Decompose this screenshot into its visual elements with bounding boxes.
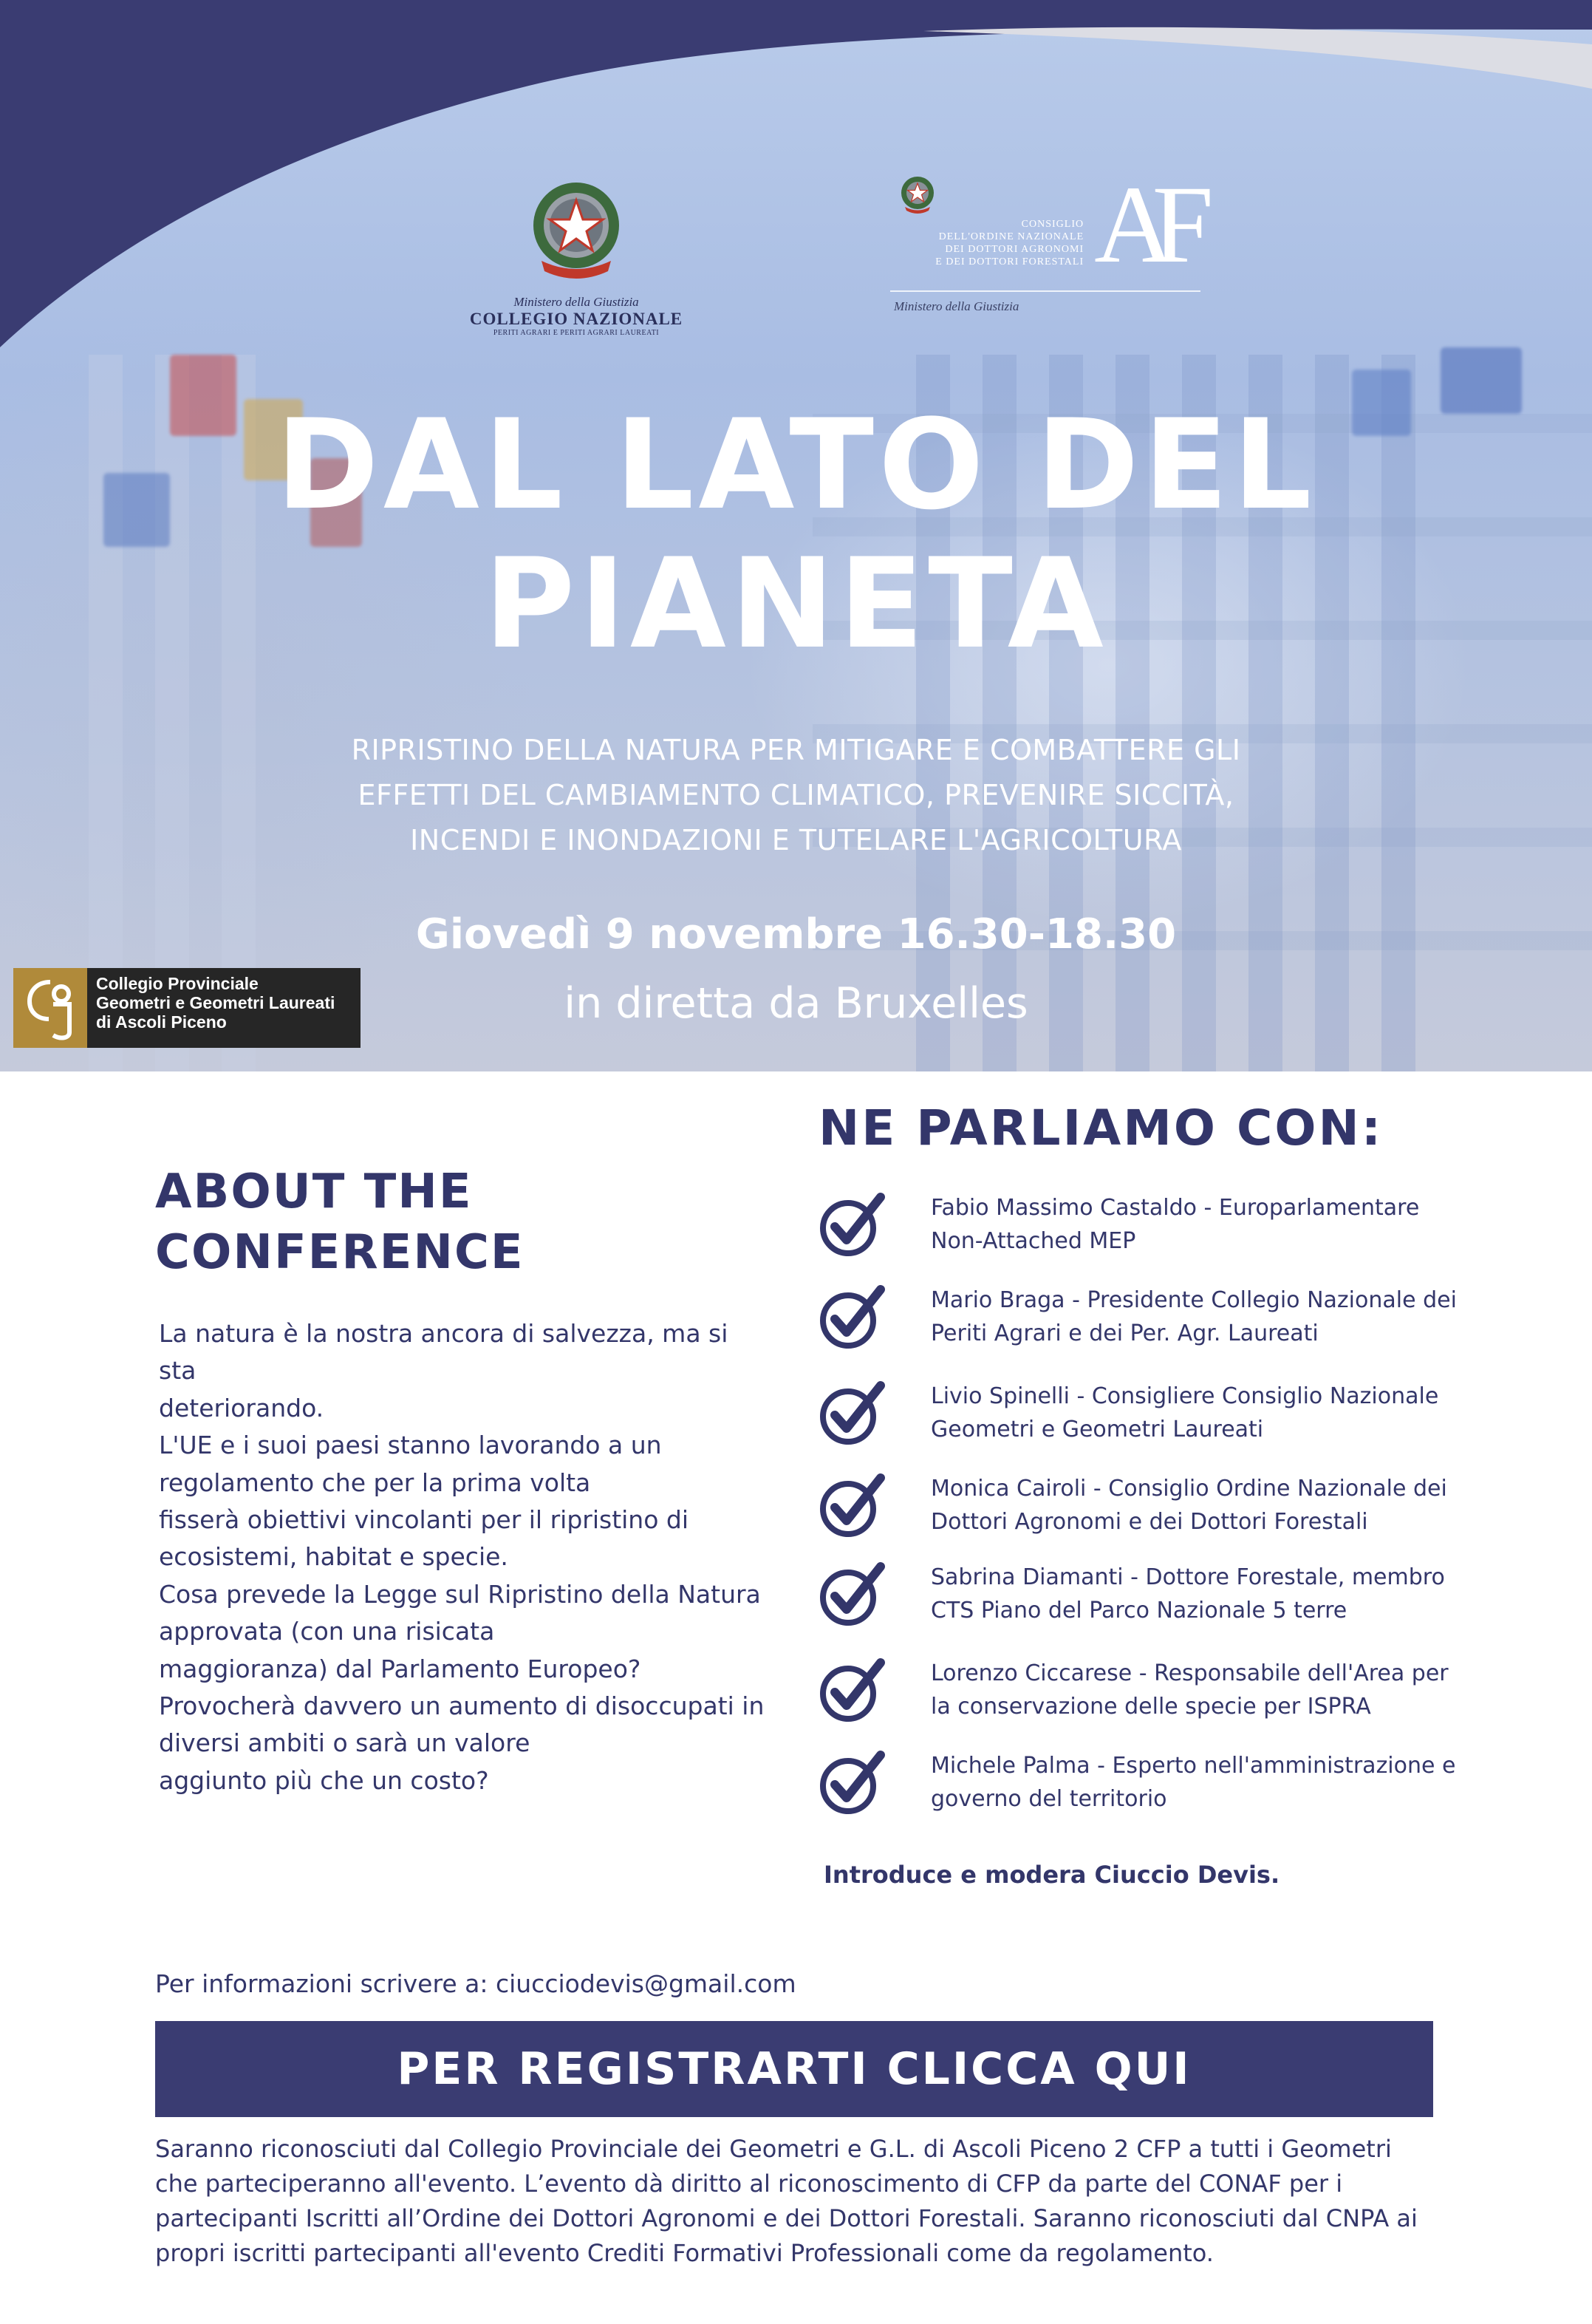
check-circle-icon bbox=[819, 1471, 886, 1538]
collegio-ministry-label: Ministero della Giustizia bbox=[513, 295, 639, 309]
conaf-ministry-label: Ministero della Giustizia bbox=[894, 299, 1019, 313]
speaker-line-2: Periti Agrari e dei Per. Agr. Laureati bbox=[931, 1321, 1319, 1346]
speaker-item bbox=[819, 1748, 1483, 1829]
subtitle-line-1: RIPRISTINO DELLA NATURA PER MITIGARE E COMBATTERE GLI bbox=[351, 734, 1241, 766]
about-line: Cosa prevede la Legge sul Ripristino della Natura bbox=[159, 1579, 761, 1609]
register-button[interactable] bbox=[155, 2021, 1433, 2117]
badge-line-1: Collegio Provinciale bbox=[96, 974, 259, 993]
badge-line-3: di Ascoli Piceno bbox=[96, 1012, 227, 1032]
cgg-logo-icon bbox=[13, 968, 87, 1048]
credits-line: partecipanti Iscritti all’Ordine dei Dottori Agronomi e dei Dottori Forestali. Saranno riconosciuti dal CNPA ai bbox=[155, 2204, 1418, 2232]
speaker-line-1: Fabio Massimo Castaldo - Europarlamentare bbox=[931, 1195, 1420, 1221]
about-line: diversi ambiti o sarà un valore bbox=[159, 1728, 530, 1758]
about-line: maggioranza) dal Parlamento Europeo? bbox=[159, 1654, 641, 1683]
about-line: ecosistemi, habitat e specie. bbox=[159, 1542, 508, 1572]
about-line: aggiunto più che un costo? bbox=[159, 1765, 489, 1795]
conaf-monogram: AF bbox=[1094, 163, 1192, 286]
conaf-line-1: CONSIGLIO bbox=[1021, 219, 1084, 230]
header-wave-shape bbox=[0, 0, 1592, 414]
conaf-line-3: DEI DOTTORI AGRONOMI bbox=[945, 244, 1084, 255]
hero-banner bbox=[0, 0, 1592, 1071]
speaker-line-2: Geometri e Geometri Laureati bbox=[931, 1417, 1264, 1442]
collegio-provinciale-badge bbox=[13, 968, 361, 1048]
about-line: regolamento che per la prima volta bbox=[159, 1468, 591, 1497]
speaker-line-2: la conservazione delle specie per ISPRA bbox=[931, 1694, 1371, 1720]
check-circle-icon bbox=[819, 1748, 886, 1816]
page-title-line-2: PIANETA bbox=[484, 531, 1108, 676]
about-body bbox=[159, 1315, 765, 1799]
contact-info: Per informazioni scrivere a: ciucciodevis@gmail.com bbox=[155, 1969, 796, 1998]
about-heading-line-1: ABOUT THE bbox=[155, 1165, 473, 1219]
speaker-line-2: Dottori Agronomi e dei Dottori Forestali bbox=[931, 1509, 1368, 1535]
event-location: in diretta da Bruxelles bbox=[564, 979, 1028, 1028]
collegio-nazionale-logo bbox=[451, 174, 702, 337]
conaf-divider bbox=[890, 290, 1200, 292]
register-button-label: PER REGISTRARTI CLICCA QUI bbox=[397, 2043, 1192, 2095]
conaf-line-4: E DEI DOTTORI FORESTALI bbox=[935, 256, 1084, 268]
check-circle-icon bbox=[819, 1559, 886, 1627]
conaf-logo bbox=[875, 163, 1215, 314]
page-title bbox=[0, 392, 1592, 676]
conaf-line-2: DELL'ORDINE NAZIONALE bbox=[938, 231, 1084, 242]
collegio-subtitle: PERITI AGRARI E PERITI AGRARI LAUREATI bbox=[493, 329, 660, 337]
speaker-item bbox=[819, 1559, 1483, 1640]
speaker-line-2: governo del territorio bbox=[931, 1786, 1167, 1812]
speaker-line-2: CTS Piano del Parco Nazionale 5 terre bbox=[931, 1598, 1347, 1623]
credits-line: che parteciperanno all'evento. L’evento dà diritto al riconoscimento di CFP da parte del CONAF per i bbox=[155, 2170, 1343, 2198]
speaker-line-1: Sabrina Diamanti - Dottore Forestale, membro bbox=[931, 1564, 1445, 1590]
check-circle-icon bbox=[819, 1282, 886, 1350]
about-heading bbox=[155, 1162, 598, 1283]
speaker-item bbox=[819, 1655, 1483, 1737]
speaker-item bbox=[819, 1378, 1483, 1459]
badge-line-2: Geometri e Geometri Laureati bbox=[96, 993, 335, 1012]
event-date: Giovedì 9 novembre 16.30-18.30 bbox=[415, 910, 1177, 958]
about-line: fisserà obiettivi vincolanti per il ripristino di bbox=[159, 1505, 689, 1535]
subtitle-line-2: EFFETTI DEL CAMBIAMENTO CLIMATICO, PREVENIRE SICCITÀ, bbox=[358, 779, 1234, 811]
page-title-line-1: DAL LATO DEL bbox=[276, 392, 1316, 537]
credits-line: Saranno riconosciuti dal Collegio Provinciale dei Geometri e G.L. di Ascoli Piceno 2 CFP a tutti i Geometri bbox=[155, 2135, 1392, 2163]
speaker-line-2: Non-Attached MEP bbox=[931, 1228, 1136, 1254]
about-heading-line-2: CONFERENCE bbox=[155, 1225, 525, 1280]
credits-notice bbox=[155, 2132, 1455, 2271]
about-line: La natura è la nostra ancora di salvezza, ma si sta bbox=[159, 1319, 728, 1386]
speaker-line-1: Monica Cairoli - Consiglio Ordine Nazionale dei bbox=[931, 1476, 1447, 1502]
speaker-line-1: Livio Spinelli - Consigliere Consiglio Nazionale bbox=[931, 1383, 1439, 1409]
about-line: deteriorando. bbox=[159, 1393, 324, 1422]
collegio-name: COLLEGIO NAZIONALE bbox=[469, 310, 683, 328]
about-line: L'UE e i suoi paesi stanno lavorando a un bbox=[159, 1431, 662, 1460]
subtitle-line-3: INCENDI E INONDAZIONI E TUTELARE L'AGRICOLTURA bbox=[410, 824, 1182, 856]
speaker-line-1: Lorenzo Ciccarese - Responsabile dell'Area per bbox=[931, 1660, 1449, 1686]
about-line: Provocherà davvero un aumento di disoccupati in bbox=[159, 1691, 765, 1721]
moderator-line: Introduce e modera Ciuccio Devis. bbox=[824, 1861, 1280, 1889]
page-subtitle bbox=[281, 728, 1311, 863]
check-circle-icon bbox=[819, 1190, 886, 1258]
check-circle-icon bbox=[819, 1378, 886, 1446]
about-line: approvata (con una risicata bbox=[159, 1617, 495, 1646]
speakers-heading: NE PARLIAMO CON: bbox=[819, 1100, 1384, 1156]
speaker-line-1: Mario Braga - Presidente Collegio Nazionale dei bbox=[931, 1287, 1457, 1313]
speaker-item bbox=[819, 1282, 1483, 1363]
credits-line: propri iscritti partecipanti all'evento Crediti Formativi Professionali come da regolamento. bbox=[155, 2239, 1214, 2267]
speaker-item bbox=[819, 1190, 1483, 1271]
check-circle-icon bbox=[819, 1655, 886, 1723]
italian-emblem-icon bbox=[528, 174, 624, 284]
republic-emblem-icon bbox=[899, 174, 936, 215]
speaker-item bbox=[819, 1471, 1483, 1552]
speaker-line-1: Michele Palma - Esperto nell'amministrazione e bbox=[931, 1753, 1456, 1779]
